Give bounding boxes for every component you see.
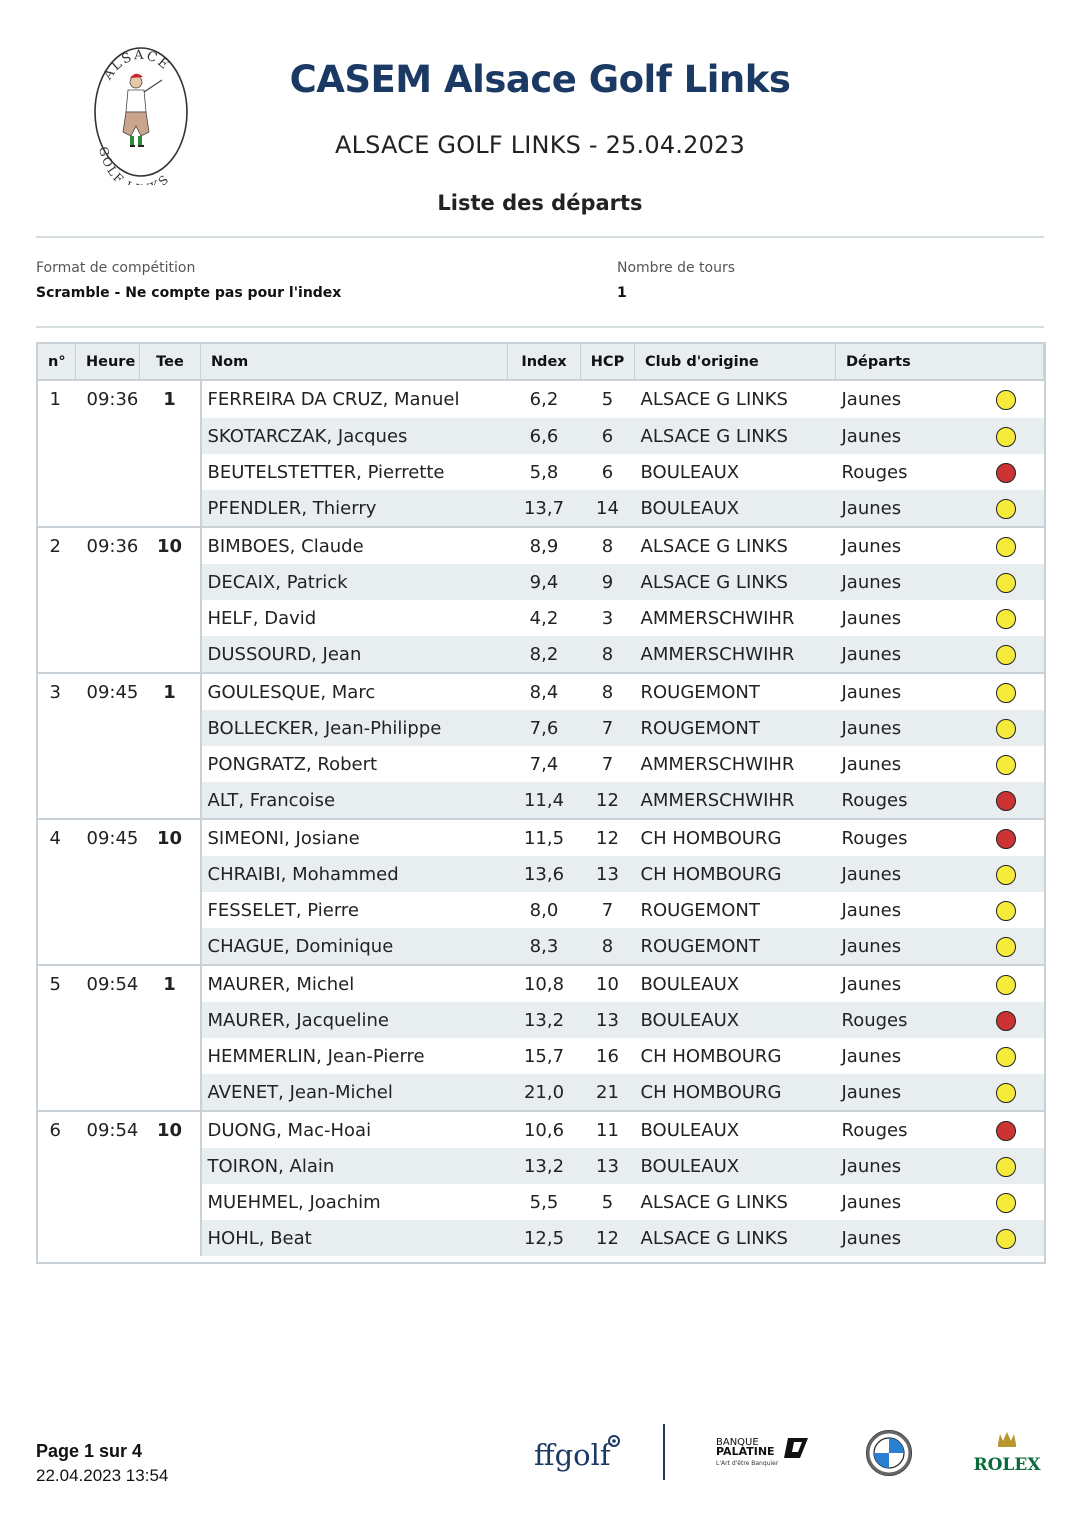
player-tee-color: Jaunes <box>841 607 902 629</box>
player-index: 11,5 <box>508 819 581 856</box>
tee-marker-icon <box>996 1047 1016 1067</box>
player-club: ALSACE G LINKS <box>635 380 836 418</box>
tee-marker-icon <box>996 829 1016 849</box>
player-hcp: 6 <box>601 461 614 483</box>
player-club: AMMERSCHWIHR <box>640 753 795 775</box>
group-tee: 1 <box>140 965 201 1111</box>
player-hcp: 12 <box>581 1220 635 1256</box>
tee-marker-icon <box>996 1229 1016 1249</box>
col-header-time: Heure <box>76 344 140 381</box>
col-header-tee: Tee <box>140 344 201 381</box>
format-value: Scramble - Ne compte pas pour l'index <box>36 285 342 301</box>
tee-marker-cell <box>969 892 1044 928</box>
tee-marker-icon <box>996 537 1016 557</box>
tee-marker-icon <box>996 573 1016 593</box>
tee-marker-icon <box>996 463 1016 483</box>
svg-text:L'Art d'être Banquier: L'Art d'être Banquier <box>716 1460 779 1467</box>
table-row <box>38 1111 1044 1148</box>
tee-marker-cell <box>969 418 1044 454</box>
event-subtitle: ALSACE GOLF LINKS - 25.04.2023 <box>334 131 745 159</box>
tee-marker-icon <box>996 791 1016 811</box>
divider <box>36 236 1044 238</box>
player-hcp: 8 <box>581 527 635 564</box>
player-hcp: 11 <box>581 1111 635 1148</box>
player-club: ALSACE G LINKS <box>635 418 836 454</box>
page-title: CASEM Alsace Golf Links <box>289 58 791 101</box>
tee-marker-icon <box>996 1193 1016 1213</box>
group-time: 09:54 <box>76 1111 140 1256</box>
tee-marker-icon <box>996 901 1016 921</box>
player-name: DUONG, Mac-Hoai <box>201 1111 508 1148</box>
tee-marker-cell <box>969 965 1044 1002</box>
group-number: 1 <box>38 380 76 527</box>
rounds-label: Nombre de tours <box>617 260 736 276</box>
player-hcp: 5 <box>601 1191 614 1213</box>
tee-marker-icon <box>996 1011 1016 1031</box>
table-header-row <box>38 344 1044 381</box>
player-name: MUEHMEL, Joachim <box>207 1191 381 1213</box>
svg-text:ROLEX: ROLEX <box>973 1455 1041 1475</box>
player-hcp: 14 <box>581 490 635 527</box>
player-name: FESSELET, Pierre <box>207 899 359 921</box>
group-tee: 10 <box>140 527 201 673</box>
ffgolf-logo <box>532 1431 624 1476</box>
group-number: 4 <box>38 819 76 965</box>
svg-text:PALATINE: PALATINE <box>716 1445 775 1458</box>
group-number: 6 <box>38 1111 76 1256</box>
player-name: HEMMERLIN, Jean-Pierre <box>207 1045 425 1067</box>
svg-text:BANQUE: BANQUE <box>716 1437 759 1448</box>
player-tee-color: Rouges <box>836 819 969 856</box>
tee-marker-cell <box>969 564 1044 600</box>
player-club: BOULEAUX <box>635 1002 836 1038</box>
group-time: 09:36 <box>76 527 140 673</box>
group-tee: 10 <box>140 1111 201 1256</box>
player-hcp: 7 <box>581 710 635 746</box>
player-index: 11,4 <box>508 782 581 819</box>
banque-palatine-logo <box>714 1434 814 1470</box>
player-name: HELF, David <box>207 607 317 629</box>
player-hcp: 6 <box>581 418 635 454</box>
player-index: 8,2 <box>508 636 581 673</box>
player-club: CH HOMBOURG <box>635 1074 836 1111</box>
player-club: BOULEAUX <box>635 490 836 527</box>
footer-separator <box>663 1424 665 1480</box>
tee-marker-icon <box>996 1157 1016 1177</box>
group-number: 5 <box>38 965 76 1111</box>
group-time: 09:36 <box>76 380 140 527</box>
group-number: 3 <box>38 673 76 819</box>
player-name: BEUTELSTETTER, Pierrette <box>207 461 445 483</box>
player-name: CHAGUE, Dominique <box>201 928 508 965</box>
player-hcp: 13 <box>581 1002 635 1038</box>
player-index: 13,2 <box>508 1148 581 1184</box>
player-club: ROUGEMONT <box>635 928 836 965</box>
player-index: 5,5 <box>529 1191 559 1213</box>
player-tee-color: Jaunes <box>836 564 969 600</box>
player-hcp: 8 <box>581 636 635 673</box>
player-tee-color: Jaunes <box>841 753 902 775</box>
player-name: BOLLECKER, Jean-Philippe <box>201 710 508 746</box>
tee-marker-icon <box>996 719 1016 739</box>
tee-marker-cell <box>969 928 1044 965</box>
tee-marker-cell <box>969 636 1044 673</box>
player-club: BOULEAUX <box>640 461 740 483</box>
player-tee-color: Jaunes <box>841 1045 902 1067</box>
player-index: 8,4 <box>508 673 581 710</box>
player-tee-color: Jaunes <box>836 490 969 527</box>
player-index: 4,2 <box>529 607 559 629</box>
player-tee-color: Jaunes <box>836 636 969 673</box>
player-index: 10,6 <box>508 1111 581 1148</box>
player-tee-color: Jaunes <box>836 673 969 710</box>
player-name: DUSSOURD, Jean <box>201 636 508 673</box>
list-title: Liste des départs <box>437 191 643 215</box>
player-hcp: 13 <box>581 1148 635 1184</box>
group-time: 09:45 <box>76 819 140 965</box>
player-tee-color: Jaunes <box>841 899 902 921</box>
player-name: ALT, Francoise <box>201 782 508 819</box>
player-club: ALSACE G LINKS <box>635 1220 836 1256</box>
bmw-logo <box>866 1430 912 1476</box>
group-tee: 1 <box>140 673 201 819</box>
player-tee-color: Jaunes <box>836 418 969 454</box>
col-header-departs: Départs <box>836 344 1044 381</box>
player-club: CH HOMBOURG <box>635 819 836 856</box>
player-tee-color: Rouges <box>841 461 908 483</box>
tee-marker-cell <box>969 380 1044 418</box>
table-row <box>38 380 1044 418</box>
player-index: 9,4 <box>508 564 581 600</box>
tee-marker-cell <box>969 856 1044 892</box>
player-hcp: 21 <box>581 1074 635 1111</box>
player-name: PONGRATZ, Robert <box>207 753 378 775</box>
tee-marker-cell <box>969 454 1044 490</box>
player-hcp: 9 <box>581 564 635 600</box>
player-index: 6,6 <box>508 418 581 454</box>
tee-marker-icon <box>996 390 1016 410</box>
svg-text:ffgolf: ffgolf <box>534 1438 611 1472</box>
player-index: 13,7 <box>508 490 581 527</box>
col-header-num: n° <box>38 344 76 381</box>
player-tee-color: Rouges <box>836 1002 969 1038</box>
player-hcp: 16 <box>596 1045 619 1067</box>
player-club: CH HOMBOURG <box>635 856 836 892</box>
player-name: AVENET, Jean-Michel <box>201 1074 508 1111</box>
group-number: 2 <box>38 527 76 673</box>
tee-marker-icon <box>996 609 1016 629</box>
rounds-value: 1 <box>617 285 627 301</box>
tee-marker-cell <box>969 527 1044 564</box>
col-header-index: Index <box>508 344 581 381</box>
player-tee-color: Jaunes <box>836 1074 969 1111</box>
player-index: 8,0 <box>529 899 559 921</box>
tee-marker-cell <box>969 1038 1044 1074</box>
tee-marker-icon <box>996 755 1016 775</box>
player-tee-color: Rouges <box>836 782 969 819</box>
player-name: MAURER, Michel <box>201 965 508 1002</box>
player-index: 12,5 <box>508 1220 581 1256</box>
group-tee: 10 <box>140 819 201 965</box>
tee-marker-cell <box>969 1184 1044 1220</box>
player-club: ALSACE G LINKS <box>635 527 836 564</box>
tee-marker-icon <box>996 937 1016 957</box>
player-club: AMMERSCHWIHR <box>635 782 836 819</box>
player-tee-color: Jaunes <box>836 965 969 1002</box>
player-club: ROUGEMONT <box>635 673 836 710</box>
player-index: 21,0 <box>508 1074 581 1111</box>
tee-marker-icon <box>996 1083 1016 1103</box>
player-club: BOULEAUX <box>635 965 836 1002</box>
player-index: 8,3 <box>508 928 581 965</box>
player-name: SKOTARCZAK, Jacques <box>201 418 508 454</box>
tee-marker-cell <box>969 1074 1044 1111</box>
player-hcp: 12 <box>581 819 635 856</box>
player-name: DECAIX, Patrick <box>201 564 508 600</box>
player-index: 6,2 <box>508 380 581 418</box>
player-hcp: 8 <box>581 673 635 710</box>
player-tee-color: Jaunes <box>836 1220 969 1256</box>
player-tee-color: Jaunes <box>841 1191 902 1213</box>
player-hcp: 5 <box>581 380 635 418</box>
tee-marker-icon <box>996 645 1016 665</box>
player-club: ALSACE G LINKS <box>635 564 836 600</box>
col-header-club: Club d'origine <box>635 344 836 381</box>
player-name: PFENDLER, Thierry <box>201 490 508 527</box>
svg-text:ALSACE: ALSACE <box>100 47 173 83</box>
tee-marker-cell <box>969 746 1044 782</box>
table-row <box>38 527 1044 564</box>
tee-marker-cell <box>969 1148 1044 1184</box>
player-index: 10,8 <box>508 965 581 1002</box>
table-row <box>38 673 1044 710</box>
player-hcp: 7 <box>601 753 614 775</box>
player-index: 7,4 <box>529 753 559 775</box>
tee-marker-cell <box>969 673 1044 710</box>
group-time: 09:54 <box>76 965 140 1111</box>
player-hcp: 10 <box>581 965 635 1002</box>
player-name: TOIRON, Alain <box>201 1148 508 1184</box>
rolex-logo <box>968 1430 1046 1476</box>
player-hcp: 8 <box>581 928 635 965</box>
tee-marker-cell <box>969 1002 1044 1038</box>
tee-marker-cell <box>969 1111 1044 1148</box>
player-index: 5,8 <box>529 461 559 483</box>
tee-marker-icon <box>996 1121 1016 1141</box>
player-tee-color: Jaunes <box>836 856 969 892</box>
tee-marker-cell <box>969 490 1044 527</box>
player-tee-color: Jaunes <box>836 928 969 965</box>
player-tee-color: Rouges <box>836 1111 969 1148</box>
table-row <box>38 965 1044 1002</box>
player-name: BIMBOES, Claude <box>201 527 508 564</box>
player-hcp: 3 <box>601 607 614 629</box>
svg-text:GOLF LINKS: GOLF S <box>95 145 173 185</box>
col-header-name: Nom <box>201 344 508 381</box>
player-index: 7,6 <box>508 710 581 746</box>
player-hcp: 12 <box>581 782 635 819</box>
tee-marker-icon <box>996 975 1016 995</box>
player-club: AMMERSCHWIHR <box>635 636 836 673</box>
start-list-table <box>37 343 1044 1256</box>
format-label: Format de compétition <box>36 260 196 276</box>
page-number: Page 1 sur 4 <box>36 1441 143 1461</box>
player-name: GOULESQUE, Marc <box>201 673 508 710</box>
player-tee-color: Jaunes <box>836 1148 969 1184</box>
player-club: BOULEAUX <box>635 1111 836 1148</box>
tee-marker-cell <box>969 819 1044 856</box>
player-name: MAURER, Jacqueline <box>201 1002 508 1038</box>
player-name: FERREIRA DA CRUZ, Manuel <box>201 380 508 418</box>
printed-date: 22.04.2023 13:54 <box>36 1466 169 1485</box>
tee-marker-icon <box>996 865 1016 885</box>
divider <box>36 326 1044 328</box>
player-hcp: 13 <box>581 856 635 892</box>
player-name: SIMEONI, Josiane <box>201 819 508 856</box>
tee-marker-icon <box>996 499 1016 519</box>
tee-marker-icon <box>996 683 1016 703</box>
player-club: ROUGEMONT <box>640 899 760 921</box>
player-tee-color: Jaunes <box>836 710 969 746</box>
player-club: CH HOMBOURG <box>640 1045 782 1067</box>
player-index: 8,9 <box>508 527 581 564</box>
player-club: AMMERSCHWIHR <box>640 607 795 629</box>
tee-marker-cell <box>969 710 1044 746</box>
player-index: 15,7 <box>523 1045 565 1067</box>
tee-marker-cell <box>969 782 1044 819</box>
player-club: ROUGEMONT <box>635 710 836 746</box>
group-tee: 1 <box>140 380 201 527</box>
tee-marker-icon <box>996 427 1016 447</box>
tee-marker-cell <box>969 1220 1044 1256</box>
player-tee-color: Jaunes <box>836 380 969 418</box>
tee-marker-cell <box>969 600 1044 636</box>
group-time: 09:45 <box>76 673 140 819</box>
player-name: CHRAIBI, Mohammed <box>201 856 508 892</box>
player-hcp: 7 <box>601 899 614 921</box>
player-club: ALSACE G LINKS <box>640 1191 788 1213</box>
col-header-hcp: HCP <box>581 344 635 381</box>
player-tee-color: Jaunes <box>836 527 969 564</box>
table-row <box>38 819 1044 856</box>
player-club: BOULEAUX <box>635 1148 836 1184</box>
player-name: HOHL, Beat <box>201 1220 508 1256</box>
player-index: 13,2 <box>508 1002 581 1038</box>
player-index: 13,6 <box>508 856 581 892</box>
